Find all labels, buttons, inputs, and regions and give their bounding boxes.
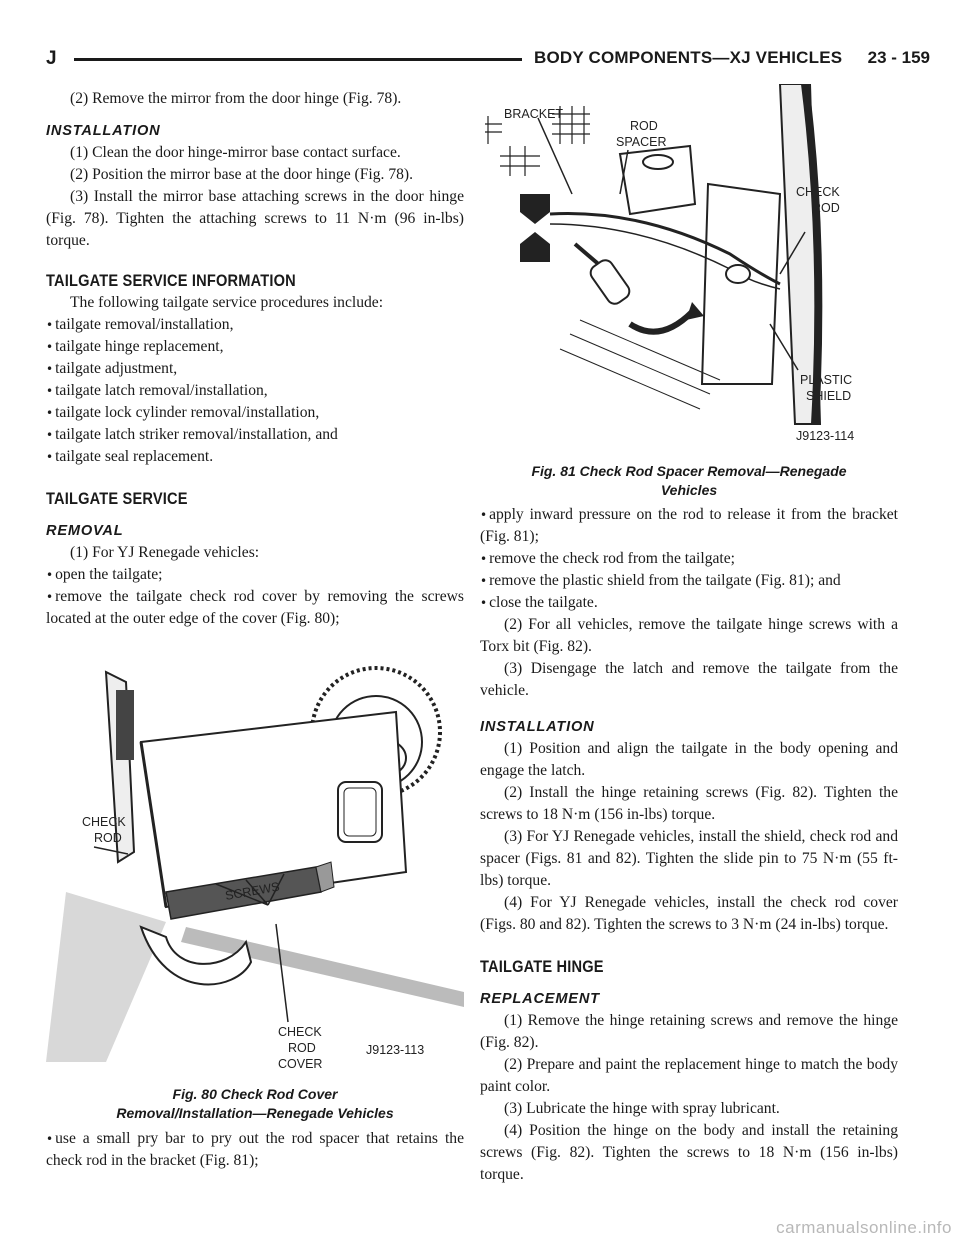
fig81-label: BRACKET [504, 107, 564, 121]
fig81-label: ROD [812, 201, 840, 215]
list-item: • tailgate latch striker removal/installation, and [46, 426, 338, 443]
heading-tailgate-service-information: TAILGATE SERVICE INFORMATION [46, 271, 296, 290]
heading-tailgate-service: TAILGATE SERVICE [46, 489, 188, 508]
list-item: • tailgate seal replacement. [46, 448, 214, 465]
section-title: BODY COMPONENTS—XJ VEHICLES [534, 48, 843, 67]
paragraph: (1) For YJ Renegade vehicles: [70, 544, 260, 561]
list-item: • open the tailgate; [46, 566, 163, 583]
list-item: • remove the plastic shield from the tailgate (Fig. 81); and [480, 572, 841, 589]
paragraph: (2) For all vehicles, remove the tailgate hinge screws with a Torx bit (Fig. 82). [480, 616, 898, 655]
list-item: • tailgate lock cylinder removal/installation, [46, 404, 320, 421]
list-item: • tailgate removal/installation, [46, 316, 234, 333]
fig81-label: ROD [630, 119, 658, 133]
list-item: • apply inward pressure on the rod to release it from the bracket (Fig. 81); [480, 506, 898, 545]
paragraph: (1) Clean the door hinge-mirror base contact surface. [70, 144, 401, 161]
page-header [46, 48, 930, 70]
page-number: 23 - 159 [867, 48, 930, 67]
heading-installation: INSTALLATION [480, 719, 595, 735]
figure-80 [46, 662, 464, 1070]
paragraph: (2) Remove the mirror from the door hinge (Fig. 78). [70, 90, 402, 107]
heading-installation: INSTALLATION [46, 123, 161, 139]
paragraph: (3) Lubricate the hinge with spray lubricant. [504, 1100, 780, 1117]
header-rule [74, 58, 522, 61]
heading-tailgate-hinge: TAILGATE HINGE [480, 957, 604, 976]
fig80-label: CHECK [278, 1025, 322, 1039]
fig81-label: PLASTIC [800, 373, 853, 387]
fig80-label: COVER [278, 1057, 323, 1070]
paragraph: (1) Remove the hinge retaining screws and remove the hinge (Fig. 82). [480, 1012, 898, 1051]
list-item: • tailgate latch removal/installation, [46, 382, 268, 399]
left-column-tail [46, 1128, 464, 1172]
fig81-label: SHIELD [806, 389, 852, 403]
watermark: carmanualsonline.info [776, 1218, 952, 1237]
fig81-code: J9123-114 [796, 429, 855, 443]
fig80-label: ROD [94, 831, 122, 845]
list-item: • remove the check rod from the tailgate; [480, 550, 736, 567]
paragraph: (2) Position the mirror base at the door hinge (Fig. 78). [70, 166, 414, 183]
left-column [46, 88, 464, 630]
list-item: • remove the tailgate check rod cover by removing the screws located at the outer edge of the cover (Fig. 80); [46, 588, 464, 627]
paragraph: (4) Position the hinge on the body and install the retaining screws (Fig. 82). Tighten the screws to 18 N·m (156 in-lbs) torque. [480, 1122, 898, 1183]
list-item: • close the tailgate. [480, 594, 598, 611]
paragraph: The following tailgate service procedures include: [70, 294, 384, 311]
section-letter: J [46, 48, 57, 69]
heading-replacement: REPLACEMENT [480, 991, 600, 1007]
check-rod-spacer-illustration [480, 84, 898, 446]
list-item: • tailgate hinge replacement, [46, 338, 224, 355]
fig80-label: CHECK [82, 815, 126, 829]
paragraph: (3) Install the mirror base attaching screws in the door hinge (Fig. 78). Tighten the attaching screws to 11 N·m (96 in-lbs) torque. [46, 188, 464, 249]
fig80-label: SCREWS [224, 879, 281, 903]
check-rod-cover-illustration [46, 662, 464, 1070]
fig80-code: J9123-113 [366, 1043, 425, 1057]
fig80-label: ROD [288, 1041, 316, 1055]
fig81-label: CHECK [796, 185, 840, 199]
fig81-label: SPACER [616, 135, 667, 149]
list-item: • tailgate adjustment, [46, 360, 178, 377]
figure-81 [480, 84, 898, 446]
right-column [480, 504, 898, 1186]
figure-81-caption: Fig. 81 Check Rod Spacer Removal—Renegade Vehicles [531, 463, 847, 498]
paragraph: (3) Disengage the latch and remove the tailgate from the vehicle. [480, 660, 898, 699]
paragraph: (1) Position and align the tailgate in the body opening and engage the latch. [480, 740, 898, 779]
paragraph: (3) For YJ Renegade vehicles, install the shield, check rod and spacer (Figs. 81 and 82). Tighten the slide pin to 75 N·m (55 ft-lbs) torque. [480, 828, 898, 889]
paragraph: (2) Install the hinge retaining screws (Fig. 82). Tighten the screws to 18 N·m (156 in-lbs) torque. [480, 784, 898, 823]
heading-removal: REMOVAL [46, 523, 124, 539]
paragraph: (4) For YJ Renegade vehicles, install the check rod cover (Figs. 80 and 82). Tighten the screws to 3 N·m (24 in-lbs) torque. [480, 894, 898, 933]
list-item: • use a small pry bar to pry out the rod spacer that retains the check rod in the bracket (Fig. 81); [46, 1130, 464, 1169]
figure-80-caption: Fig. 80 Check Rod Cover Removal/Installation—Renegade Vehicles [116, 1086, 394, 1121]
paragraph: (2) Prepare and paint the replacement hinge to match the body paint color. [480, 1056, 898, 1095]
